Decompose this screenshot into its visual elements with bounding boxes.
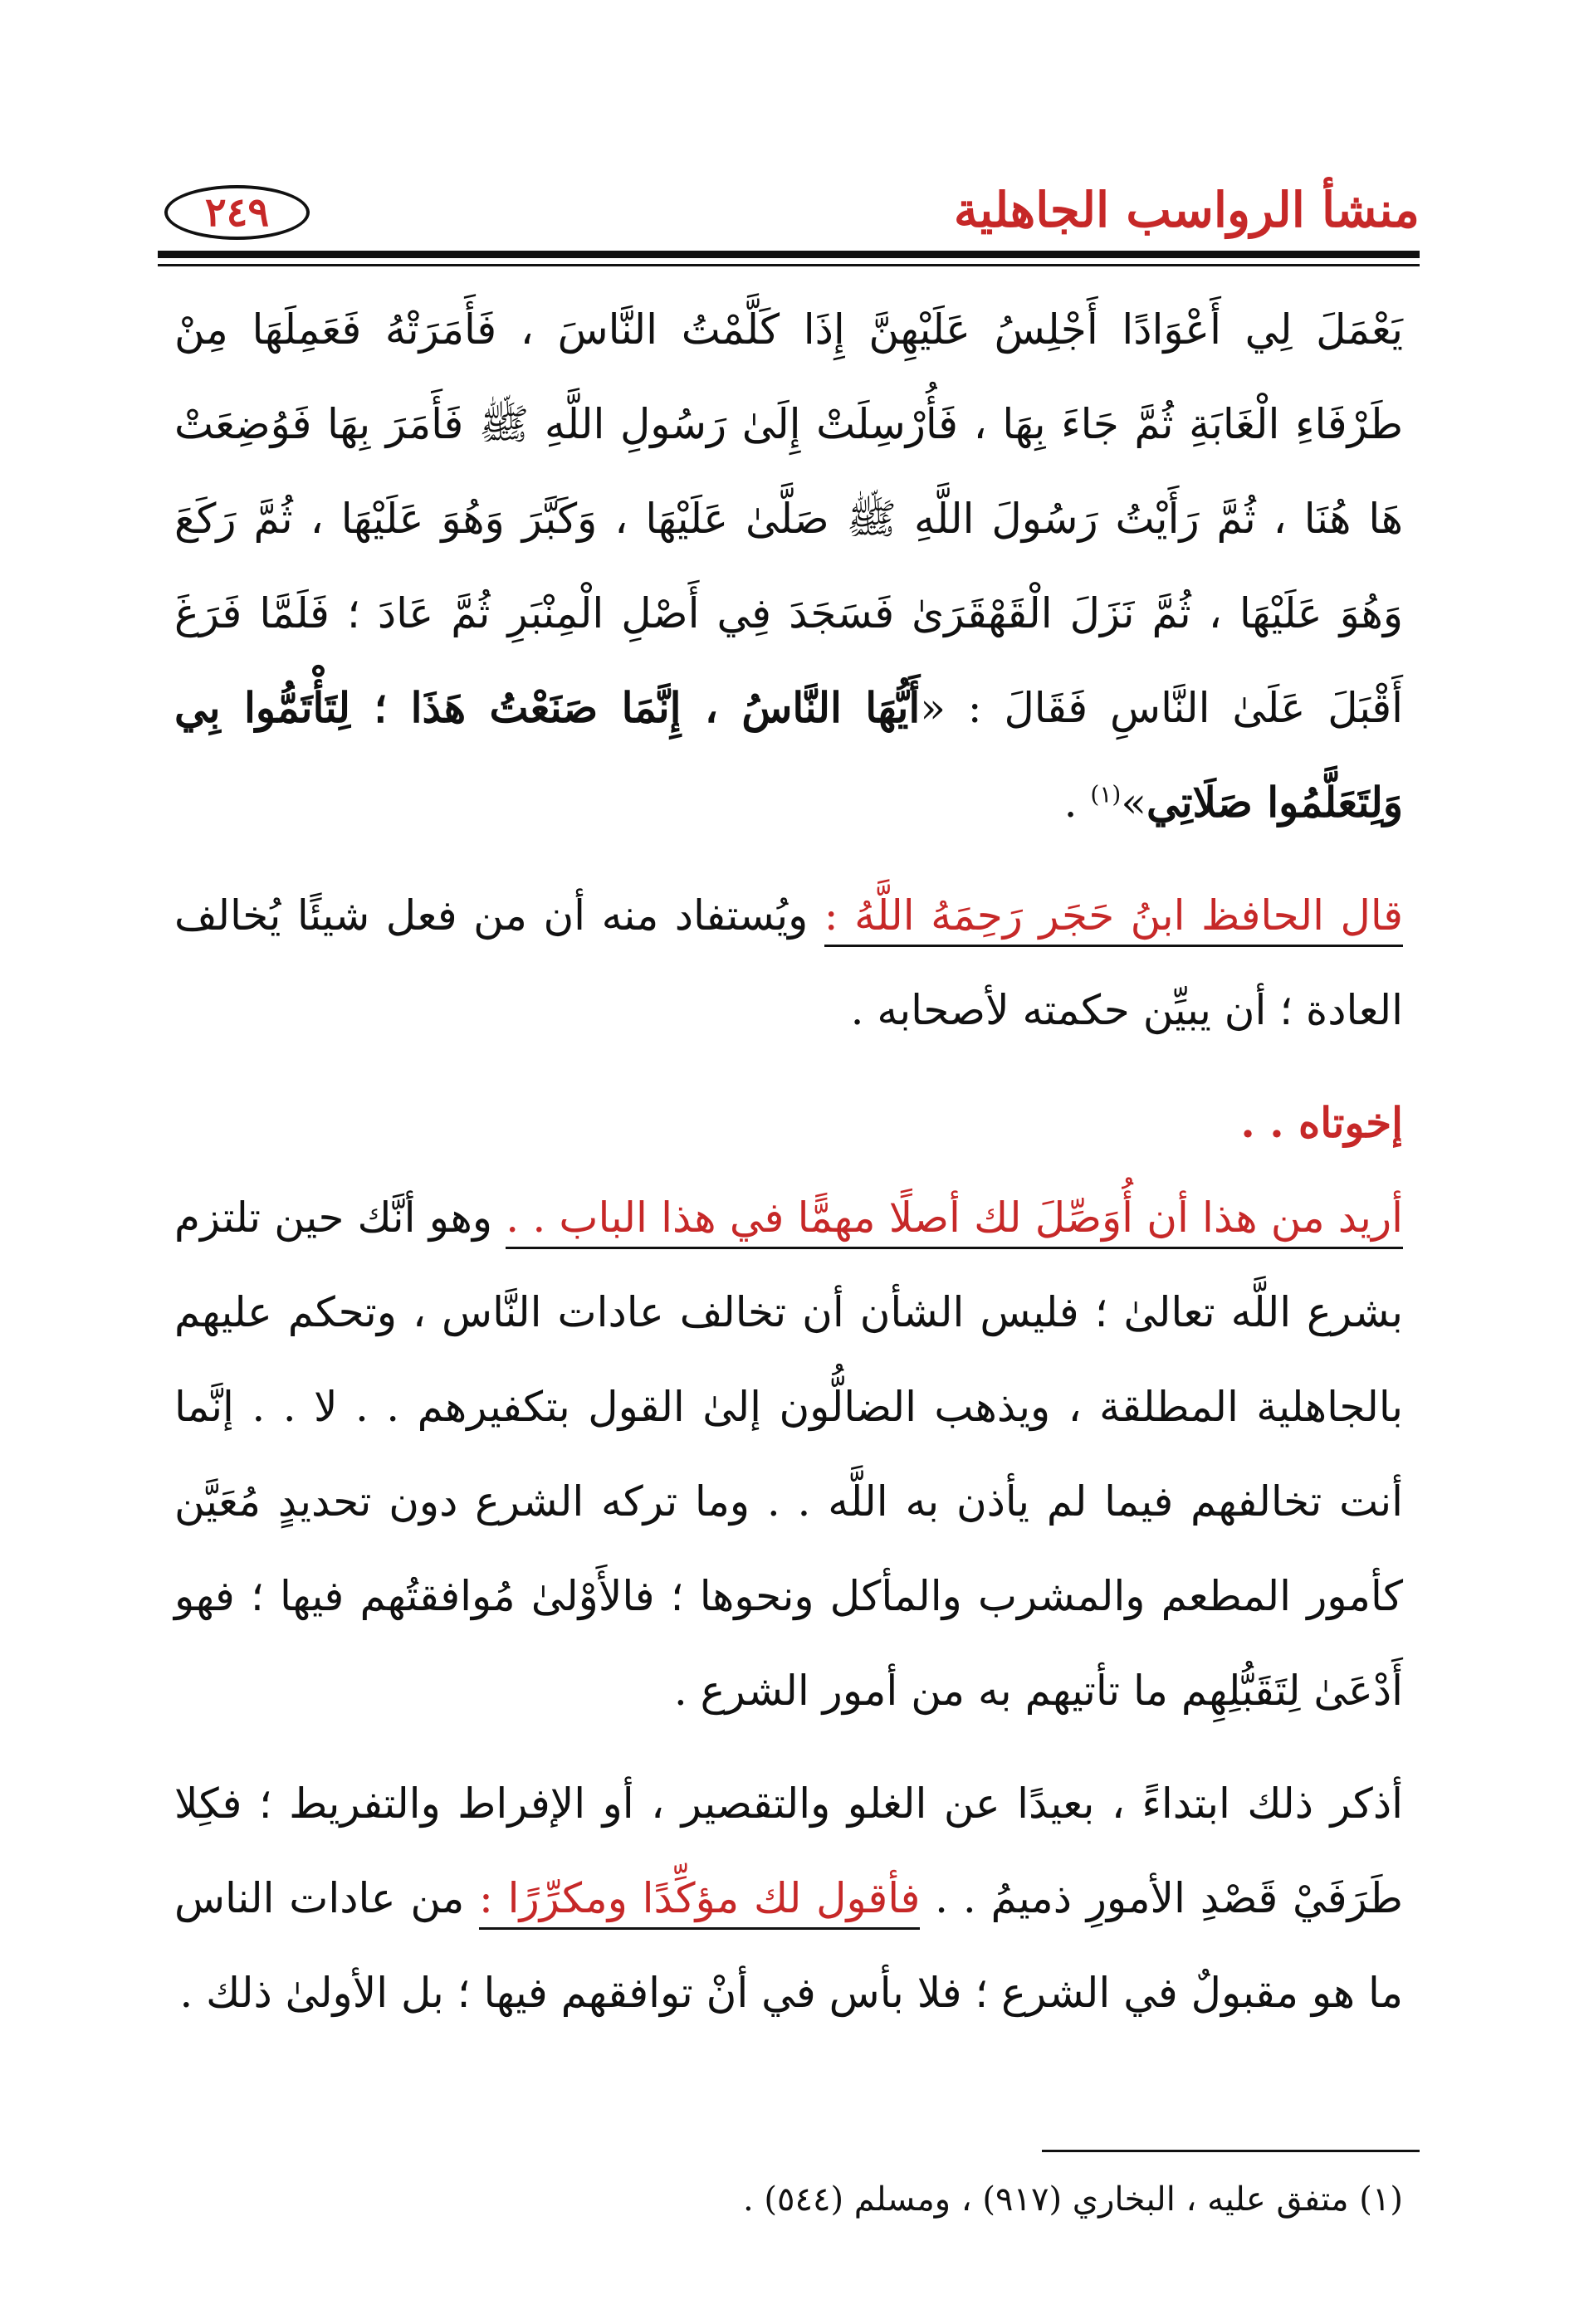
hadith-paragraph bbox=[174, 282, 1403, 850]
hadith-quote: أَيُّهَا النَّاسُ ، إِنَّمَا صَنَعْتُ هَذَا ؛ لِتَأْتَمُّوا بِي وَلِتَعَلَّمُوا صَلَاتِي bbox=[174, 683, 1403, 827]
footnote: (١) متفق عليه ، البخاري (٩١٧) ، ومسلم (٥٤٤) . bbox=[742, 2180, 1403, 2219]
section-heading: إخوتاه . . bbox=[1240, 1098, 1403, 1147]
principle-highlight: أريد من هذا أن أُوَصِّلَ لك أصلًا مهمًّا في هذا الباب . . bbox=[506, 1194, 1403, 1249]
emphasis-text-start: أذكر ذلك ابتداءً ، بعيدًا عن الغلو والتقصير ، أو الإفراط والتفريط ؛ فكِلا طَرَفَيْ قَصْدِ الأمورِ ذميمُ . . bbox=[174, 1780, 1403, 1922]
page-header bbox=[158, 170, 1420, 245]
page-number: ٢٤٩ bbox=[164, 185, 310, 240]
hadith-end: . bbox=[1063, 779, 1091, 827]
ibn-hajar-text: ويُستفاد منه أن من فعل شيئًا يُخالف العادة ؛ أن يبيِّن حكمته لأصحابه . bbox=[174, 891, 1403, 1034]
hadith-text: يَعْمَلَ لِي أَعْوَادًا أَجْلِسُ عَلَيْهِنَّ إِذَا كَلَّمْتُ النَّاسَ ، فَأَمَرَتْهُ فَعَمِلَهَا مِنْ طَرْفَاءِ الْغَابَةِ ثُمَّ جَاءَ بِهَا ، فَأُرْسِلَتْ إِلَىٰ رَسُولِ اللَّهِ ﷺ فَأَمَرَ بِهَا فَوُضِعَتْ هَا هُنَا ، ثُمَّ رَأَيْتُ رَسُولَ اللَّهِ ﷺ صَلَّىٰ عَلَيْهَا ، وَكَبَّرَ وَهُوَ عَلَيْهَا ، ثُمَّ رَكَعَ وَهُوَ عَلَيْهَا ، ثُمَّ نَزَلَ الْقَهْقَرَىٰ فَسَجَدَ فِي أَصْلِ الْمِنْبَرِ ثُمَّ عَادَ ؛ فَلَمَّا فَرَغَ أَقْبَلَ عَلَىٰ النَّاسِ فَقَالَ : « bbox=[174, 305, 1403, 732]
hadith-quote-close: » bbox=[1121, 779, 1146, 827]
main-text bbox=[174, 282, 1403, 2040]
ibn-hajar-speaker: قال الحافظ ابنُ حَجَر رَحِمَهُ اللَّهُ : bbox=[824, 891, 1403, 947]
footnote-reference[interactable]: (١) bbox=[1090, 780, 1122, 808]
principle-text: وهو أنَّك حين تلتزم بشرع اللَّه تعالىٰ ؛ فليس الشأن أن تخالف عادات النَّاس ، وتحكم عليهم بالجاهلية المطلقة ، ويذهب الضالُّون إلىٰ القول بتكفيرهم . . لا . . إنَّما أنت تخالفهم فيما لم يأذن به اللَّه . . وما تركه الشرع دون تحديدٍ مُعَيَّن كأمور المطعم والمشرب والمأكل ونحوها ؛ فالأَوْلىٰ مُوافقتُهم فيها ؛ فهو أَدْعَىٰ لِتَقَبُّلِهِم ما تأتيهم به من أمور الشرع . bbox=[174, 1194, 1403, 1715]
paragraph-principle bbox=[174, 1170, 1403, 1738]
ibn-hajar-paragraph bbox=[174, 868, 1403, 1057]
header-rule-thin bbox=[158, 264, 1420, 266]
footnote-separator bbox=[1042, 2150, 1420, 2152]
header-rule-thick bbox=[158, 251, 1420, 258]
paragraph-emphasis bbox=[174, 1756, 1403, 2040]
emphasis-text-end: من عادات الناس ما هو مقبولٌ في الشرع ؛ فلا بأس في أنْ توافقهم فيها ؛ بل الأولىٰ ذلك . bbox=[174, 1874, 1403, 2017]
emphasis-highlight: فأقول لك مؤكِّدًا ومكرِّرًا : bbox=[479, 1874, 920, 1930]
running-title: منشأ الرواسب الجاهلية bbox=[953, 182, 1420, 238]
